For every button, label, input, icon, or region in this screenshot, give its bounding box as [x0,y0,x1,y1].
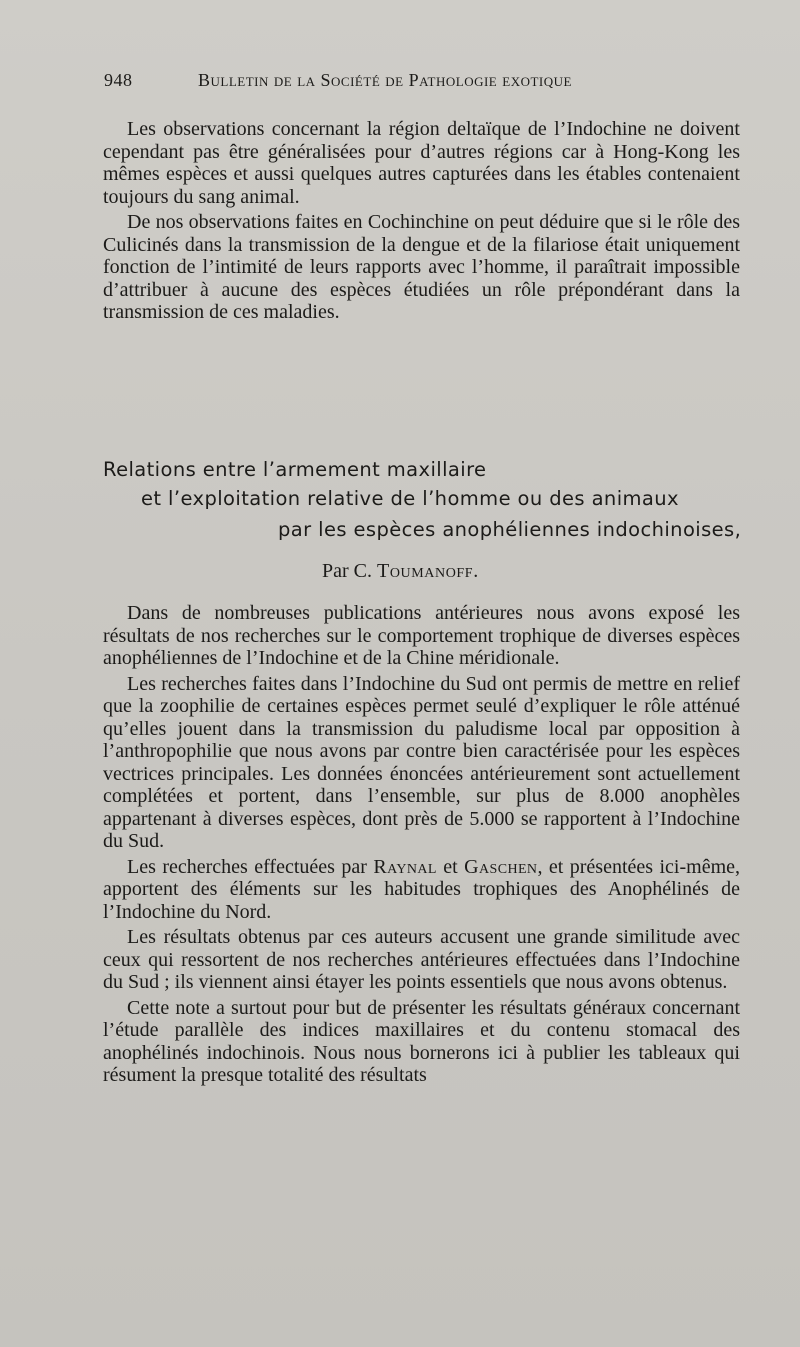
paragraph: Les résultats obtenus par ces auteurs accusent une grande similitude avec ceux qui ressortent de nos recherches antérieures effectuées dans l’Indochine du Sud ; ils viennent ainsi étayer les points essentiels que nous avons obtenus. [103,926,740,993]
article-title-line-1: Relations entre l’armement maxillaire [103,458,487,481]
cited-author: Gaschen [464,855,538,878]
running-head [104,70,664,91]
paragraph: De nos observations faites en Cochinchine on peut déduire que si le rôle des Culicinés dans la transmission de la dengue et de la filariose était uniquement fonction de l’intimité de leurs rapports avec l’homme, il paraîtrait impossible d’attribuer à aucune des espèces étudiées un rôle prépondérant dans la transmission de ces maladies. [103,211,740,323]
paragraph: Les observations concernant la région deltaïque de l’Indochine ne doivent cependant pas être généralisées pour d’autres régions car à Hong-Kong les mêmes espèces et aussi quelques autres capturées dans les étables contenaient toujours du sang animal. [103,118,740,208]
previous-article-conclusion [103,118,740,327]
article-title-line-3: par les espèces anophéliennes indochinoises, [278,518,742,541]
journal-title: Bulletin de la Société de Pathologie exotique [198,70,572,90]
page-number: 948 [104,70,133,90]
text-run: , et présentées ici-même, apportent des éléments sur les habitudes trophiques des Anophélinés de l’Indochine du Nord. [103,855,741,923]
article-body [103,602,740,1090]
author-prefix: Par C. [322,560,372,582]
text-run: et [443,855,458,878]
paragraph [103,856,740,924]
paragraph: Les recherches faites dans l’Indochine du Sud ont permis de mettre en relief que la zoophilie de certaines espèces permet seulé d’expliquer le rôle atténué qu’elles jouent dans la transmission du paludisme local par opposition à l’anthropophilie que nous avons par contre bien caractérisée pour les espèces vectrices principales. Les données énoncées antérieurement sont actuellement complétées et portent, dans l’ensemble, sur plus de 8.000 anophèles appartenant à diverses espèces, dont près de 5.000 se rapportent à l’Indochine du Sud. [103,672,740,852]
text-run: Les recherches effectuées par [127,855,367,878]
author-surname: Toumanoff. [377,560,479,582]
cited-author: Raynal [373,855,437,878]
paragraph: Dans de nombreuses publications antérieures nous avons exposé les résultats de nos recherches sur le comportement trophique de diverses espèces anophéliennes de l’Indochine et de la Chine méridionale. [103,602,740,669]
article-author [322,560,479,583]
paragraph: Cette note a surtout pour but de présenter les résultats généraux concernant l’étude parallèle des indices maxillaires et du contenu stomacal des anophélinés indochinois. Nous nous bornerons ici à publier les tableaux qui résument la presque totalité des résultats [103,996,740,1086]
article-title-line-2: et l’exploitation relative de l’homme ou des animaux [141,487,679,510]
